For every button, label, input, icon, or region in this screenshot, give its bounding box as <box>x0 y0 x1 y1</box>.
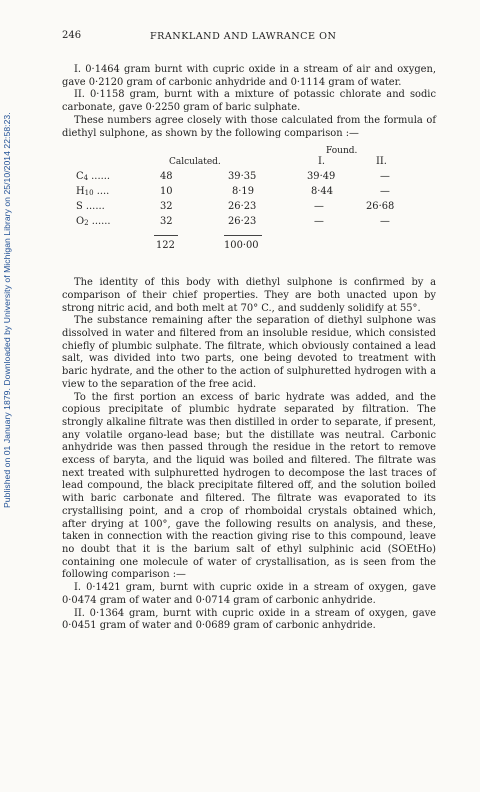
comparison-table <box>62 143 436 277</box>
found-I-cell: — <box>314 216 324 228</box>
paragraph: The identity of this body with diethyl sulphone is confirmed by a comparison of their chief properties. They are both unacted upon by strong nitric acid, and both melt at 70° C., and suddenly solidify at 55°. <box>62 277 436 314</box>
found-II-cell: — <box>380 186 390 198</box>
atomic-cell: 48 <box>160 171 173 183</box>
element-cell: S ...... <box>76 201 105 213</box>
paragraph: II. 0·1158 gram, burnt with a mixture of potassic chlorate and sodic carbonate, gave 0·2250 gram of baric sulphate. <box>62 89 436 114</box>
found-header: Found. <box>326 146 358 157</box>
percent-cell: 26·23 <box>228 216 257 228</box>
paragraph: II. 0·1364 gram, burnt with cupric oxide in a stream of oxygen, gave 0·0451 gram of water and 0·0689 gram of carbonic anhydride. <box>62 607 436 632</box>
calculated-header: Calculated. <box>169 157 221 168</box>
element-cell: $O_2$ ...... <box>76 216 111 228</box>
found-I-cell: 39·49 <box>307 171 336 183</box>
download-watermark <box>0 0 20 792</box>
found-II-cell: — <box>380 216 390 228</box>
watermark-text: Published on 01 January 1879. Downloaded by University of Michigan Library on 25/10/2014 22:58:23. <box>2 112 12 508</box>
found-col-II-header: II. <box>376 156 387 168</box>
found-col-I-header: I. <box>318 156 326 168</box>
total-atomic: 122 <box>156 240 175 252</box>
total-percent: 100·00 <box>224 240 259 252</box>
paragraph: I. 0·1421 gram, burnt with cupric oxide in a stream of oxygen, gave 0·0474 gram of water and 0·0714 gram of carbonic anhydride. <box>62 582 436 606</box>
found-I-cell: — <box>314 201 324 213</box>
element-cell: $H_{10}$ .... <box>76 186 110 198</box>
atomic-cell: 32 <box>160 201 173 213</box>
atomic-cell: 32 <box>160 216 173 228</box>
page-number: 246 <box>62 30 82 41</box>
running-title: FRANKLAND AND LAWRANCE ON <box>150 31 337 42</box>
sum-rule <box>224 235 262 236</box>
element-cell: $C_4$ ...... <box>76 171 111 183</box>
paragraph: I. 0·1464 gram burnt with cupric oxide in a stream of air and oxygen, gave 0·2120 gram of carbonic anhydride and 0·1114 gram of water. <box>62 64 436 88</box>
atomic-cell: 10 <box>160 186 173 198</box>
percent-cell: 8·19 <box>232 186 254 198</box>
paragraph: To the first portion an excess of baric hydrate was added, and the copious precipitate of plumbic hydrate separated by filtration. The strongly alkaline filtrate was then distilled in order to separate, if present, any volatile organo-lead base; but the distillate was neutral. Carbonic anhydride was then passed through the residue in the retort to remove excess of baryta, and the liquid was boiled and filtered. The filtrate was next treated with sulphuretted hydrogen to decompose the last traces of lead compound, the black precipitate filtered off, and the solution boiled with baric carbonate and filtered. The filtrate was evaporated to its crystallising point, and a crop of rhomboidal crystals obtained which, after drying at 100°, gave the following results on analysis, and these, taken in connection with the reaction giving rise to this compound, leave no doubt that it is the barium salt of ethyl sulphinic acid (SOEtHo) containing one molecule of water of crystallisation, as is seen from the following comparison :— <box>62 391 436 581</box>
paragraph: These numbers agree closely with those calculated from the formula of diethyl sulphone, as shown by the following comparison :— <box>62 114 436 139</box>
body-text <box>62 64 436 633</box>
sum-rule <box>154 235 178 236</box>
found-I-cell: 8·44 <box>311 186 333 198</box>
page-header <box>62 30 436 46</box>
paragraph: The substance remaining after the separation of diethyl sulphone was dissolved in water and filtered from an insoluble residue, which consisted chiefly of plumbic sulphate. The filtrate, which obviously contained a lead salt, was divided into two parts, one being devoted to treatment with baric hydrate, and the other to the action of sulphuretted hydrogen with a view to the separation of the free acid. <box>62 315 436 390</box>
found-II-cell: 26·68 <box>366 201 395 213</box>
percent-cell: 26·23 <box>228 201 257 213</box>
page <box>62 30 436 633</box>
found-II-cell: — <box>380 171 390 183</box>
percent-cell: 39·35 <box>228 171 257 183</box>
